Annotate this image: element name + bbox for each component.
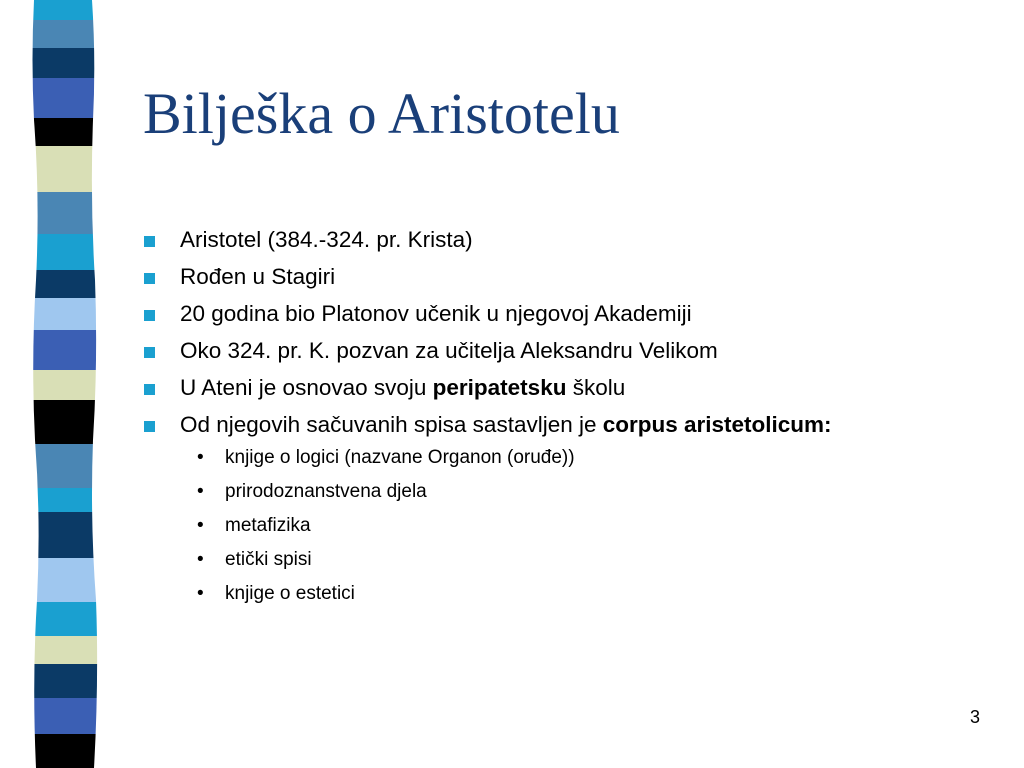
dot-bullet-icon: • (197, 583, 204, 604)
sub-bullet-item (180, 446, 903, 470)
slide-title: Bilješka o Aristotelu (143, 81, 620, 146)
bullet-text: U Ateni je osnovao svoju (180, 375, 433, 400)
square-bullet-icon (144, 384, 155, 395)
sub-bullet-text: knjige o estetici (225, 583, 355, 604)
bullet-tail-text: školu (566, 375, 626, 400)
dot-bullet-icon: • (197, 481, 204, 502)
bullet-text: Aristotel (384.-324. pr. Krista) (180, 227, 473, 252)
bullet-item (143, 300, 903, 327)
square-bullet-icon (144, 273, 155, 284)
bullet-item (143, 337, 903, 364)
bullet-text: 20 godina bio Platonov učenik u njegovoj Akademiji (180, 301, 692, 326)
bullet-text: Rođen u Stagiri (180, 264, 336, 289)
bullet-text: Oko 324. pr. K. pozvan za učitelja Aleksandru Velikom (180, 338, 718, 363)
bullet-item (143, 374, 903, 401)
dot-bullet-icon: • (197, 549, 204, 570)
dot-bullet-icon: • (197, 515, 204, 536)
sub-bullet-list (180, 446, 903, 606)
bullet-item (143, 226, 903, 253)
decorative-stripe (0, 0, 110, 768)
dot-bullet-icon: • (197, 447, 204, 468)
bullet-text: Od njegovih sačuvanih spisa sastavljen je (180, 412, 603, 437)
bullet-bold-text: corpus aristetolicum: (602, 412, 832, 437)
sub-bullet-item (180, 548, 903, 572)
square-bullet-icon (144, 347, 155, 358)
square-bullet-icon (144, 236, 155, 247)
sub-bullet-text: prirodoznanstvena djela (225, 481, 427, 502)
square-bullet-icon (144, 310, 155, 321)
sub-bullet-text: knjige o logici (nazvane Organon (oruđe)) (225, 447, 575, 468)
page-number: 3 (970, 707, 981, 727)
sub-bullet-item (180, 480, 903, 504)
sub-bullet-item (180, 514, 903, 538)
stripe-segments (0, 0, 110, 768)
sub-bullet-text: etički spisi (225, 549, 312, 570)
bullet-item (143, 411, 903, 606)
square-bullet-icon (144, 421, 155, 432)
sub-bullet-item (180, 582, 903, 606)
bullet-item (143, 263, 903, 290)
bullet-bold-text: peripatetsku (432, 375, 567, 400)
sub-bullet-text: metafizika (225, 515, 311, 536)
bullet-list (143, 226, 903, 616)
